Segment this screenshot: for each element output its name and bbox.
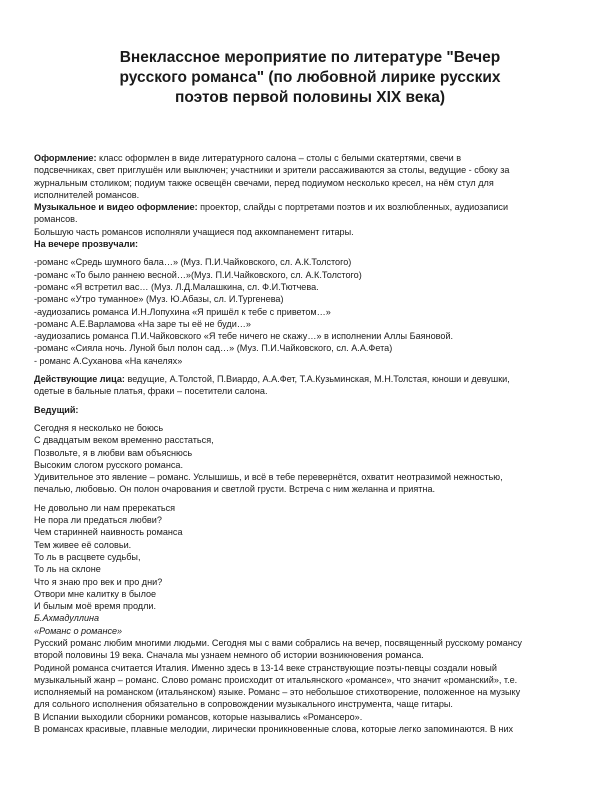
verse-line: С двадцатым веком временно расстаться, (34, 435, 214, 446)
history-line: второй половины 19 века. Сначала мы узнаем немного об истории возникновения романса. (34, 650, 424, 661)
design-line: исполнителей романсов. (34, 189, 140, 200)
poem-author: Б.Ахмадуллина (34, 613, 100, 624)
verse-line: Высоким слогом русского романса. (34, 459, 184, 470)
verse-1 (34, 422, 586, 471)
program-item: -романс «Сияла ночь. Луной был полон сад…» (Муз. П.И.Чайковского, сл. А.А.Фета) (34, 343, 393, 354)
history-line: Русский романс любим многими людьми. Сегодня мы с вами собрались на вечер, посвященный русскому романсу (34, 637, 522, 648)
verse-line: Не довольно ли нам пререкаться (34, 502, 176, 513)
verse-line: Не пора ли предаться любви? (34, 515, 162, 526)
intro-line: Удивительное это явление – романс. Услышишь, и всё в тебе перевернётся, охватит неотразимой нежностью, (34, 472, 503, 483)
poem-title: «Романс о романсе» (34, 625, 123, 636)
verse-line: То ль в расцвете судьбы, (34, 551, 141, 562)
design-label: Оформление: (34, 153, 97, 163)
program-item: - романс А.Суханова «На качелях» (34, 355, 183, 366)
verse-line: Что я знаю про век и про дни? (34, 576, 163, 587)
verse-line: Отвори мне калитку в былое (34, 588, 157, 599)
intro-paragraph (34, 471, 586, 496)
program-item: -аудиозапись романса П.И.Чайковского «Я тебе ничего не скажу…» в исполнении Аллы Баяновой. (34, 331, 454, 342)
history-line: В романсах красивые, плавные мелодии, лирически проникновенные слова, которые легко запоминаются. В них (34, 724, 514, 735)
verse-line: Позвольте, я в любви вам объяснюсь (34, 447, 193, 458)
history-line: исполняемый на романском (итальянском) языке. Романс – это небольшое стихотворение, положенное на музыку (34, 687, 521, 698)
title-line: русского романса" (по любовной лирике русских (119, 69, 501, 86)
program-item: -романс «Средь шумного бала…» (Муз. П.И.Чайковского, сл. А.К.Толстого) (34, 257, 352, 268)
cast-label: Действующие лица: (34, 374, 125, 385)
media-line: Музыкальное и видео оформление: проектор, слайды с портретами поэтов и их возлюбленных, аудиозаписи (34, 202, 509, 213)
verse-line: То ль на склоне (34, 564, 101, 575)
media-line: Большую часть романсов исполняли учащиеся под аккомпанемент гитары. (34, 226, 354, 237)
design-line: журнальным столиком; подиум также освещён свечами, перед подиумом несколько кресел, на нём стул для (34, 177, 494, 188)
program-item: -романс «Утро туманное» (Муз. Ю.Абазы, сл. И.Тургенева) (34, 294, 284, 305)
program-item: -романс «Я встретил вас… (Муз. Л.Д.Малашкина, сл. Ф.И.Тютчева. (34, 281, 319, 292)
document-body (34, 152, 586, 735)
cast-section (34, 373, 586, 398)
design-line: подсвечниках, свет приглушён или выключен; участники и зрители рассаживаются за столы, ведущие - сбоку за (34, 165, 510, 176)
history-line: Родиной романса считается Италия. Именно здесь в 13-14 веке странствующие поэты-певцы создали новый (34, 662, 497, 673)
host-heading: Ведущий: (34, 404, 79, 415)
history-line: В Испании выходили сборники романсов, которые назывались «Романсеро». (34, 711, 363, 722)
verse-2 (34, 502, 586, 613)
media-label: Музыкальное и видео оформление: (34, 202, 198, 213)
program-list (34, 256, 586, 367)
verse-line: Сегодня я несколько не боюсь (34, 422, 164, 433)
title-line: поэтов первой половины XIX века) (174, 89, 446, 106)
program-item: -романс «То было раннею весной…»(Муз. П.И.Чайковского, сл. А.К.Толстого) (34, 269, 362, 280)
program-heading: На вечере прозвучали: (34, 239, 139, 250)
media-section (34, 201, 586, 238)
program-item: -романс А.Е.Варламова «На заре ты её не буди…» (34, 318, 251, 329)
document-title (60, 48, 560, 108)
history-paragraph (34, 637, 586, 735)
title-line: Внеклассное мероприятие по литературе "Вечер (119, 49, 501, 66)
design-line: Оформление: класс оформлен в виде литературного салона – столы с белыми скатертями, свечи в (34, 153, 462, 163)
history-line: музыкальный жанр – романс. Слово романс происходит от итальянского «романсе», что значит «романский», т.е. (34, 674, 518, 685)
verse-line: И былым моё время продли. (34, 601, 157, 612)
verse-line: Тем живее её соловьи. (34, 539, 132, 550)
design-section (34, 152, 586, 201)
verse-line: Чем старинней наивность романса (34, 527, 183, 538)
cast-line: Действующие лица: ведущие, А.Толстой, П.Виардо, А.А.Фет, Т.А.Кузьминская, М.Н.Толстая, юноши и девушки, (34, 374, 510, 385)
program-item: -аудиозапись романса И.Н.Лопухина «Я пришёл к тебе с приветом…» (34, 306, 331, 317)
history-line: для сольного исполнения обязательно в сопровождении музыкального инструмента, чаще гитары. (34, 699, 453, 710)
intro-line: печалью, любовью. Он полон очарования и светлой грусти. Встреча с ним желанна и приятна. (34, 484, 436, 495)
cast-line: одетые в бальные платья, фраки – посетители салона. (34, 386, 268, 397)
media-line: романсов. (34, 214, 78, 225)
